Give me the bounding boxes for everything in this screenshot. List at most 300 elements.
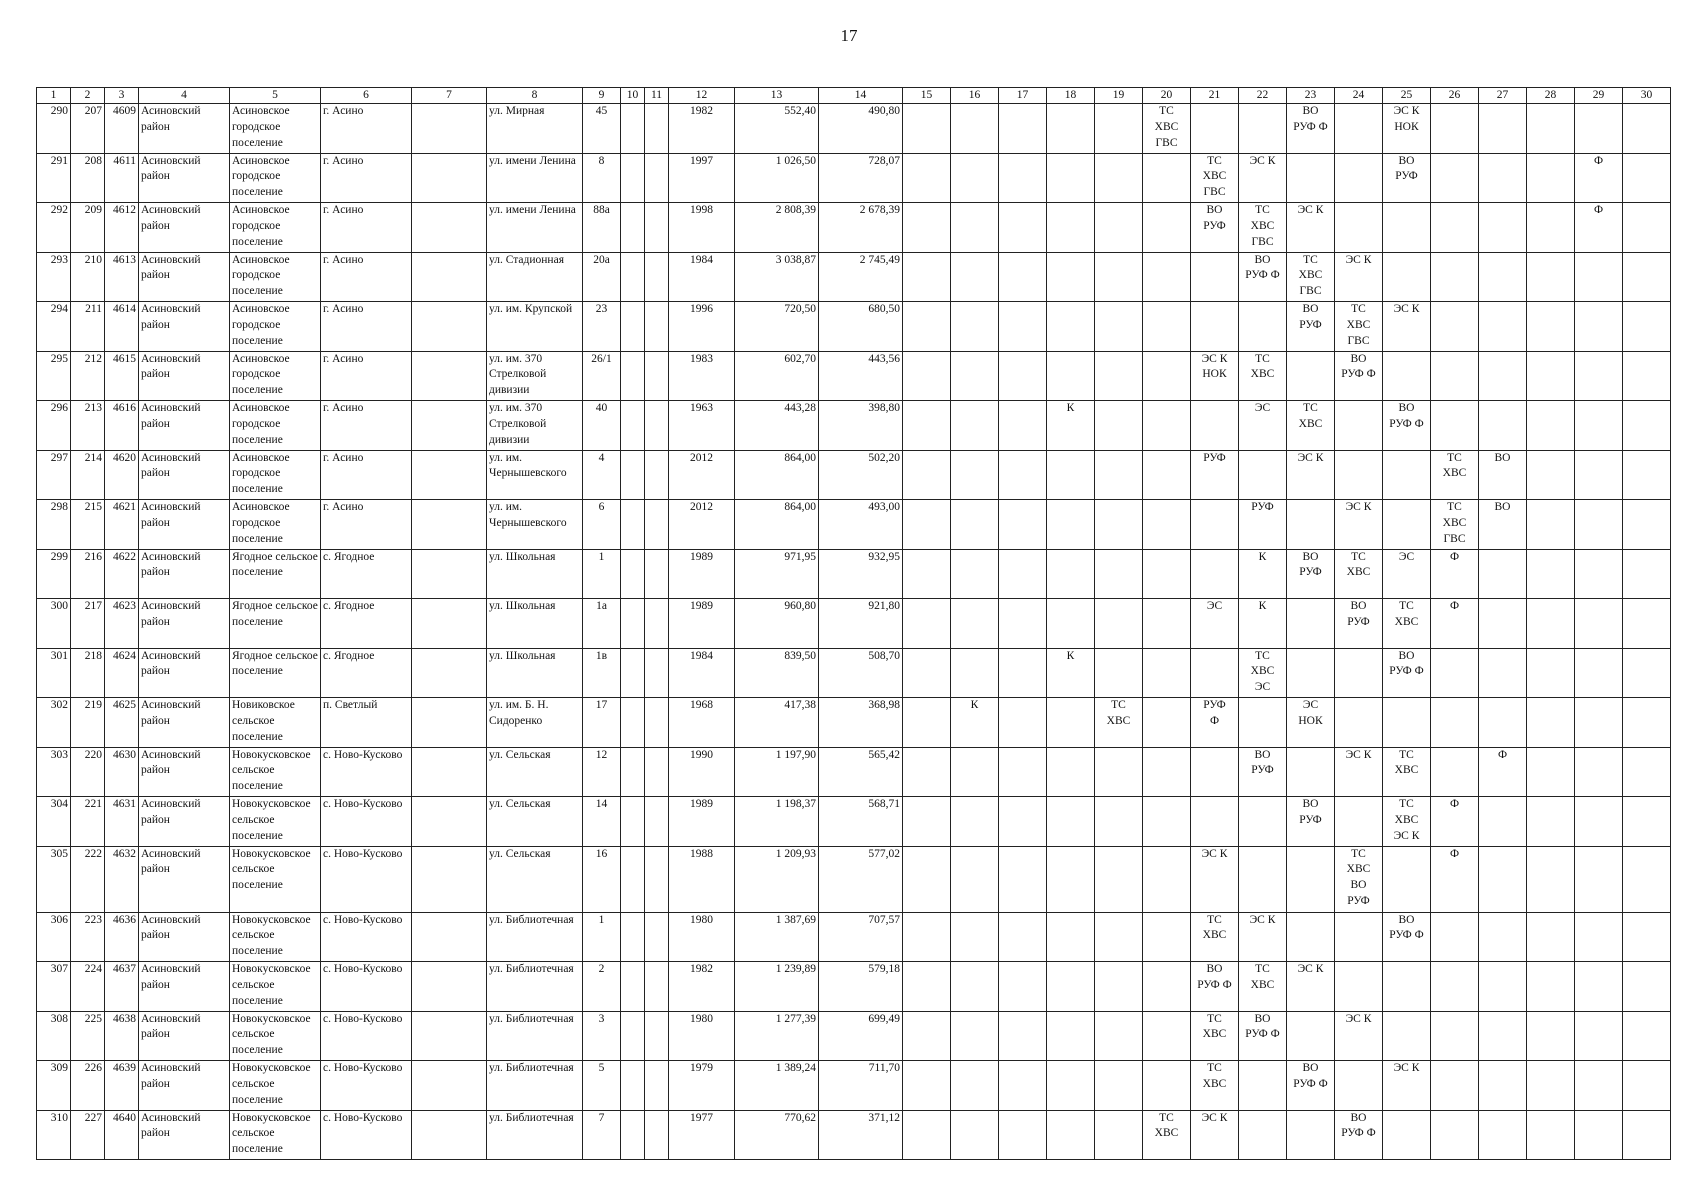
table-row xyxy=(37,153,1671,203)
work-type-cell-17 xyxy=(999,797,1047,847)
work-type-cell-21 xyxy=(1191,302,1239,352)
build-year-cell: 1989 xyxy=(669,599,735,649)
work-type-cell-22: К xyxy=(1239,599,1287,649)
column-header-5: 5 xyxy=(230,88,321,104)
work-type-cell-21 xyxy=(1191,252,1239,302)
living-area-cell: 508,70 xyxy=(819,648,903,698)
work-type-cell-23: ВО РУФ xyxy=(1287,302,1335,352)
work-type-cell-26 xyxy=(1431,203,1479,253)
work-type-cell-25: ТС ХВС xyxy=(1383,599,1431,649)
work-type-cell-26 xyxy=(1431,747,1479,797)
work-type-cell-30 xyxy=(1623,797,1671,847)
work-type-cell-29 xyxy=(1575,104,1623,154)
district-cell: Асиновский район xyxy=(139,1011,230,1061)
settlement-cell: Новокусковское сельское поселение xyxy=(230,1061,321,1111)
work-type-cell-20 xyxy=(1143,401,1191,451)
col-11-cell xyxy=(645,962,669,1012)
work-type-cell-20 xyxy=(1143,302,1191,352)
work-type-cell-18 xyxy=(1047,302,1095,352)
house-number-cell: 1 xyxy=(583,912,621,962)
work-type-cell-18: К xyxy=(1047,648,1095,698)
work-type-cell-15 xyxy=(903,599,951,649)
work-type-cell-30 xyxy=(1623,1061,1671,1111)
work-type-cell-16 xyxy=(951,912,999,962)
work-type-cell-15 xyxy=(903,912,951,962)
table-row xyxy=(37,698,1671,748)
work-type-cell-24: ЭС К xyxy=(1335,747,1383,797)
street-cell: ул. Библиотечная xyxy=(487,912,583,962)
sub-number-cell: 221 xyxy=(71,797,105,847)
living-area-cell: 711,70 xyxy=(819,1061,903,1111)
work-type-cell-23 xyxy=(1287,153,1335,203)
col-11-cell xyxy=(645,252,669,302)
build-year-cell: 1977 xyxy=(669,1110,735,1160)
work-type-cell-24 xyxy=(1335,912,1383,962)
work-type-cell-16 xyxy=(951,302,999,352)
work-type-cell-29: Ф xyxy=(1575,203,1623,253)
settlement-cell: Новокусковское сельское поселение xyxy=(230,747,321,797)
work-type-cell-15 xyxy=(903,648,951,698)
work-type-cell-27 xyxy=(1479,401,1527,451)
work-type-cell-23: ВО РУФ xyxy=(1287,549,1335,599)
column-header-14: 14 xyxy=(819,88,903,104)
work-type-cell-23 xyxy=(1287,599,1335,649)
work-type-cell-18 xyxy=(1047,500,1095,550)
work-type-cell-19 xyxy=(1095,351,1143,401)
col-11-cell xyxy=(645,599,669,649)
work-type-cell-29 xyxy=(1575,846,1623,912)
table-row xyxy=(37,203,1671,253)
work-type-cell-18 xyxy=(1047,549,1095,599)
work-type-cell-22 xyxy=(1239,797,1287,847)
work-type-cell-15 xyxy=(903,104,951,154)
total-area-cell: 864,00 xyxy=(735,500,819,550)
build-year-cell: 1980 xyxy=(669,1011,735,1061)
col-7-cell xyxy=(412,203,487,253)
work-type-cell-28 xyxy=(1527,351,1575,401)
work-type-cell-28 xyxy=(1527,1110,1575,1160)
district-cell: Асиновский район xyxy=(139,203,230,253)
work-type-cell-29 xyxy=(1575,698,1623,748)
column-header-13: 13 xyxy=(735,88,819,104)
col-11-cell xyxy=(645,846,669,912)
work-type-cell-25 xyxy=(1383,698,1431,748)
col-11-cell xyxy=(645,797,669,847)
locality-cell: г. Асино xyxy=(321,203,412,253)
work-type-cell-27 xyxy=(1479,153,1527,203)
build-year-cell: 1982 xyxy=(669,962,735,1012)
work-type-cell-25: ЭС К НОК xyxy=(1383,104,1431,154)
work-type-cell-25: ТС ХВС xyxy=(1383,747,1431,797)
work-type-cell-22: ТС ХВС xyxy=(1239,962,1287,1012)
work-type-cell-22: ВО РУФ Ф xyxy=(1239,1011,1287,1061)
living-area-cell: 2 745,49 xyxy=(819,252,903,302)
column-header-29: 29 xyxy=(1575,88,1623,104)
work-type-cell-27: ВО xyxy=(1479,450,1527,500)
col-10-cell xyxy=(621,203,645,253)
col-10-cell xyxy=(621,153,645,203)
work-type-cell-20 xyxy=(1143,1061,1191,1111)
col-10-cell xyxy=(621,747,645,797)
build-year-cell: 1998 xyxy=(669,203,735,253)
work-type-cell-29 xyxy=(1575,648,1623,698)
street-cell: ул. Сельская xyxy=(487,797,583,847)
district-cell: Асиновский район xyxy=(139,648,230,698)
col-11-cell xyxy=(645,401,669,451)
settlement-cell: Асиновское городское поселение xyxy=(230,203,321,253)
col-7-cell xyxy=(412,797,487,847)
work-type-cell-19 xyxy=(1095,450,1143,500)
work-type-cell-19 xyxy=(1095,302,1143,352)
col-11-cell xyxy=(645,203,669,253)
total-area-cell: 720,50 xyxy=(735,302,819,352)
work-type-cell-25: ВО РУФ Ф xyxy=(1383,401,1431,451)
work-type-cell-28 xyxy=(1527,747,1575,797)
col-7-cell xyxy=(412,912,487,962)
locality-cell: с. Ново-Кусково xyxy=(321,912,412,962)
district-cell: Асиновский район xyxy=(139,599,230,649)
locality-cell: с. Ягодное xyxy=(321,549,412,599)
work-type-cell-24 xyxy=(1335,153,1383,203)
work-type-cell-28 xyxy=(1527,912,1575,962)
col-7-cell xyxy=(412,747,487,797)
living-area-cell: 2 678,39 xyxy=(819,203,903,253)
work-type-cell-23: ВО РУФ Ф xyxy=(1287,104,1335,154)
work-type-cell-15 xyxy=(903,962,951,1012)
work-type-cell-26 xyxy=(1431,912,1479,962)
work-type-cell-29 xyxy=(1575,912,1623,962)
work-type-cell-20 xyxy=(1143,797,1191,847)
work-type-cell-16 xyxy=(951,747,999,797)
work-type-cell-29 xyxy=(1575,1061,1623,1111)
column-header-25: 25 xyxy=(1383,88,1431,104)
work-type-cell-17 xyxy=(999,1061,1047,1111)
work-type-cell-22: ЭС К xyxy=(1239,912,1287,962)
work-type-cell-30 xyxy=(1623,698,1671,748)
work-type-cell-26 xyxy=(1431,252,1479,302)
work-type-cell-16 xyxy=(951,1061,999,1111)
settlement-cell: Асиновское городское поселение xyxy=(230,401,321,451)
work-type-cell-18 xyxy=(1047,962,1095,1012)
street-cell: ул. Библиотечная xyxy=(487,1110,583,1160)
work-type-cell-26 xyxy=(1431,648,1479,698)
work-type-cell-20 xyxy=(1143,698,1191,748)
street-cell: ул. имени Ленина xyxy=(487,153,583,203)
col-10-cell xyxy=(621,500,645,550)
col-11-cell xyxy=(645,549,669,599)
work-type-cell-18 xyxy=(1047,351,1095,401)
work-type-cell-19 xyxy=(1095,648,1143,698)
building-id-cell: 4625 xyxy=(105,698,139,748)
district-cell: Асиновский район xyxy=(139,1061,230,1111)
col-10-cell xyxy=(621,912,645,962)
col-7-cell xyxy=(412,104,487,154)
build-year-cell: 1989 xyxy=(669,549,735,599)
work-type-cell-16 xyxy=(951,351,999,401)
column-header-8: 8 xyxy=(487,88,583,104)
column-header-10: 10 xyxy=(621,88,645,104)
work-type-cell-21: ВО РУФ Ф xyxy=(1191,962,1239,1012)
row-number-cell: 306 xyxy=(37,912,71,962)
work-type-cell-17 xyxy=(999,203,1047,253)
building-id-cell: 4611 xyxy=(105,153,139,203)
total-area-cell: 552,40 xyxy=(735,104,819,154)
building-id-cell: 4637 xyxy=(105,962,139,1012)
work-type-cell-17 xyxy=(999,549,1047,599)
work-type-cell-28 xyxy=(1527,599,1575,649)
street-cell: ул. им. Крупской xyxy=(487,302,583,352)
total-area-cell: 443,28 xyxy=(735,401,819,451)
work-type-cell-25 xyxy=(1383,846,1431,912)
district-cell: Асиновский район xyxy=(139,1110,230,1160)
work-type-cell-30 xyxy=(1623,302,1671,352)
work-type-cell-30 xyxy=(1623,351,1671,401)
work-type-cell-18 xyxy=(1047,153,1095,203)
work-type-cell-22: ТС ХВС xyxy=(1239,351,1287,401)
district-cell: Асиновский район xyxy=(139,302,230,352)
street-cell: ул. Стадионная xyxy=(487,252,583,302)
living-area-cell: 680,50 xyxy=(819,302,903,352)
col-7-cell xyxy=(412,1011,487,1061)
work-type-cell-21 xyxy=(1191,747,1239,797)
house-number-cell: 2 xyxy=(583,962,621,1012)
column-header-23: 23 xyxy=(1287,88,1335,104)
work-type-cell-26 xyxy=(1431,1110,1479,1160)
locality-cell: с. Ново-Кусково xyxy=(321,1011,412,1061)
column-header-19: 19 xyxy=(1095,88,1143,104)
district-cell: Асиновский район xyxy=(139,104,230,154)
work-type-cell-30 xyxy=(1623,401,1671,451)
work-type-cell-28 xyxy=(1527,648,1575,698)
work-type-cell-23: ЭС К xyxy=(1287,203,1335,253)
row-number-cell: 297 xyxy=(37,450,71,500)
column-header-6: 6 xyxy=(321,88,412,104)
work-type-cell-23 xyxy=(1287,648,1335,698)
work-type-cell-17 xyxy=(999,450,1047,500)
work-type-cell-17 xyxy=(999,401,1047,451)
street-cell: ул. им. 370 Стрелковой дивизии xyxy=(487,401,583,451)
table-row xyxy=(37,252,1671,302)
work-type-cell-30 xyxy=(1623,962,1671,1012)
work-type-cell-29 xyxy=(1575,797,1623,847)
work-type-cell-19 xyxy=(1095,1011,1143,1061)
work-type-cell-24 xyxy=(1335,1061,1383,1111)
work-type-cell-19 xyxy=(1095,252,1143,302)
work-type-cell-27 xyxy=(1479,962,1527,1012)
work-type-cell-25: ЭС К xyxy=(1383,1061,1431,1111)
work-type-cell-21 xyxy=(1191,549,1239,599)
work-type-cell-25: ВО РУФ Ф xyxy=(1383,912,1431,962)
table-row xyxy=(37,747,1671,797)
work-type-cell-29 xyxy=(1575,252,1623,302)
sub-number-cell: 216 xyxy=(71,549,105,599)
settlement-cell: Новокусковское сельское поселение xyxy=(230,1011,321,1061)
sub-number-cell: 211 xyxy=(71,302,105,352)
col-11-cell xyxy=(645,747,669,797)
house-number-cell: 5 xyxy=(583,1061,621,1111)
work-type-cell-21: ТС ХВС xyxy=(1191,912,1239,962)
locality-cell: с. Ново-Кусково xyxy=(321,962,412,1012)
work-type-cell-16 xyxy=(951,153,999,203)
work-type-cell-23: ЭС К xyxy=(1287,962,1335,1012)
work-type-cell-23: ТС ХВС xyxy=(1287,401,1335,451)
work-type-cell-25 xyxy=(1383,450,1431,500)
house-number-cell: 40 xyxy=(583,401,621,451)
work-type-cell-25 xyxy=(1383,962,1431,1012)
work-type-cell-18 xyxy=(1047,1011,1095,1061)
work-type-cell-28 xyxy=(1527,1011,1575,1061)
build-year-cell: 1979 xyxy=(669,1061,735,1111)
work-type-cell-21 xyxy=(1191,648,1239,698)
district-cell: Асиновский район xyxy=(139,698,230,748)
work-type-cell-30 xyxy=(1623,153,1671,203)
table-row xyxy=(37,1011,1671,1061)
column-header-1: 1 xyxy=(37,88,71,104)
row-number-cell: 303 xyxy=(37,747,71,797)
work-type-cell-30 xyxy=(1623,599,1671,649)
work-type-cell-19 xyxy=(1095,401,1143,451)
work-type-cell-22 xyxy=(1239,302,1287,352)
row-number-cell: 295 xyxy=(37,351,71,401)
row-number-cell: 302 xyxy=(37,698,71,748)
build-year-cell: 1988 xyxy=(669,846,735,912)
col-10-cell xyxy=(621,962,645,1012)
sub-number-cell: 215 xyxy=(71,500,105,550)
building-id-cell: 4624 xyxy=(105,648,139,698)
column-header-11: 11 xyxy=(645,88,669,104)
work-type-cell-22: ТС ХВС ЭС xyxy=(1239,648,1287,698)
locality-cell: г. Асино xyxy=(321,302,412,352)
living-area-cell: 932,95 xyxy=(819,549,903,599)
work-type-cell-18 xyxy=(1047,1061,1095,1111)
work-type-cell-16 xyxy=(951,500,999,550)
building-id-cell: 4613 xyxy=(105,252,139,302)
work-type-cell-30 xyxy=(1623,549,1671,599)
work-type-cell-25 xyxy=(1383,203,1431,253)
settlement-cell: Асиновское городское поселение xyxy=(230,351,321,401)
work-type-cell-25: ВО РУФ xyxy=(1383,153,1431,203)
work-type-cell-28 xyxy=(1527,104,1575,154)
house-number-cell: 20а xyxy=(583,252,621,302)
district-cell: Асиновский район xyxy=(139,549,230,599)
work-type-cell-26 xyxy=(1431,698,1479,748)
living-area-cell: 490,80 xyxy=(819,104,903,154)
settlement-cell: Новокусковское сельское поселение xyxy=(230,962,321,1012)
building-id-cell: 4638 xyxy=(105,1011,139,1061)
work-type-cell-20 xyxy=(1143,846,1191,912)
work-type-cell-26 xyxy=(1431,351,1479,401)
district-cell: Асиновский район xyxy=(139,912,230,962)
work-type-cell-24 xyxy=(1335,203,1383,253)
work-type-cell-26 xyxy=(1431,153,1479,203)
work-type-cell-26: Ф xyxy=(1431,797,1479,847)
work-type-cell-21: ТС ХВС xyxy=(1191,1061,1239,1111)
table-row xyxy=(37,648,1671,698)
settlement-cell: Асиновское городское поселение xyxy=(230,153,321,203)
building-id-cell: 4622 xyxy=(105,549,139,599)
street-cell: ул. Сельская xyxy=(487,747,583,797)
work-type-cell-24: ТС ХВС ГВС xyxy=(1335,302,1383,352)
total-area-cell: 960,80 xyxy=(735,599,819,649)
settlement-cell: Асиновское городское поселение xyxy=(230,104,321,154)
work-type-cell-25: ЭС К xyxy=(1383,302,1431,352)
house-number-cell: 17 xyxy=(583,698,621,748)
work-type-cell-16 xyxy=(951,549,999,599)
work-type-cell-29 xyxy=(1575,962,1623,1012)
locality-cell: с. Ягодное xyxy=(321,599,412,649)
building-id-cell: 4620 xyxy=(105,450,139,500)
work-type-cell-25 xyxy=(1383,1011,1431,1061)
total-area-cell: 1 389,24 xyxy=(735,1061,819,1111)
living-area-cell: 502,20 xyxy=(819,450,903,500)
locality-cell: г. Асино xyxy=(321,153,412,203)
work-type-cell-19 xyxy=(1095,599,1143,649)
work-type-cell-20 xyxy=(1143,153,1191,203)
column-header-27: 27 xyxy=(1479,88,1527,104)
work-type-cell-24: ВО РУФ Ф xyxy=(1335,1110,1383,1160)
work-type-cell-19 xyxy=(1095,1110,1143,1160)
col-11-cell xyxy=(645,104,669,154)
settlement-cell: Асиновское городское поселение xyxy=(230,252,321,302)
work-type-cell-22 xyxy=(1239,450,1287,500)
col-7-cell xyxy=(412,153,487,203)
settlement-cell: Новокусковское сельское поселение xyxy=(230,846,321,912)
work-type-cell-26: ТС ХВС ГВС xyxy=(1431,500,1479,550)
work-type-cell-18 xyxy=(1047,747,1095,797)
build-year-cell: 1984 xyxy=(669,252,735,302)
street-cell: ул. им. 370 Стрелковой дивизии xyxy=(487,351,583,401)
settlement-cell: Новиковское сельское поселение xyxy=(230,698,321,748)
work-type-cell-15 xyxy=(903,1110,951,1160)
col-11-cell xyxy=(645,500,669,550)
building-id-cell: 4640 xyxy=(105,1110,139,1160)
living-area-cell: 565,42 xyxy=(819,747,903,797)
work-type-cell-17 xyxy=(999,912,1047,962)
work-type-cell-27 xyxy=(1479,1011,1527,1061)
work-type-cell-24: ТС ХВС xyxy=(1335,549,1383,599)
work-type-cell-22 xyxy=(1239,1061,1287,1111)
living-area-cell: 568,71 xyxy=(819,797,903,847)
house-number-cell: 1 xyxy=(583,549,621,599)
sub-number-cell: 208 xyxy=(71,153,105,203)
work-type-cell-20 xyxy=(1143,549,1191,599)
work-type-cell-20 xyxy=(1143,1011,1191,1061)
work-type-cell-24: ЭС К xyxy=(1335,1011,1383,1061)
work-type-cell-24: ВО РУФ Ф xyxy=(1335,351,1383,401)
building-id-cell: 4630 xyxy=(105,747,139,797)
work-type-cell-21: ЭС К xyxy=(1191,846,1239,912)
table-row xyxy=(37,500,1671,550)
work-type-cell-15 xyxy=(903,1061,951,1111)
locality-cell: с. Ново-Кусково xyxy=(321,797,412,847)
work-type-cell-23: ВО РУФ xyxy=(1287,797,1335,847)
build-year-cell: 1983 xyxy=(669,351,735,401)
work-type-cell-17 xyxy=(999,351,1047,401)
work-type-cell-23 xyxy=(1287,846,1335,912)
work-type-cell-25 xyxy=(1383,351,1431,401)
house-number-cell: 6 xyxy=(583,500,621,550)
table-body xyxy=(37,104,1671,1160)
row-number-cell: 290 xyxy=(37,104,71,154)
col-7-cell xyxy=(412,698,487,748)
row-number-cell: 299 xyxy=(37,549,71,599)
work-type-cell-16 xyxy=(951,797,999,847)
street-cell: ул. им. Чернышевского xyxy=(487,450,583,500)
work-type-cell-22 xyxy=(1239,104,1287,154)
row-number-cell: 292 xyxy=(37,203,71,253)
work-type-cell-19 xyxy=(1095,153,1143,203)
living-area-cell: 371,12 xyxy=(819,1110,903,1160)
